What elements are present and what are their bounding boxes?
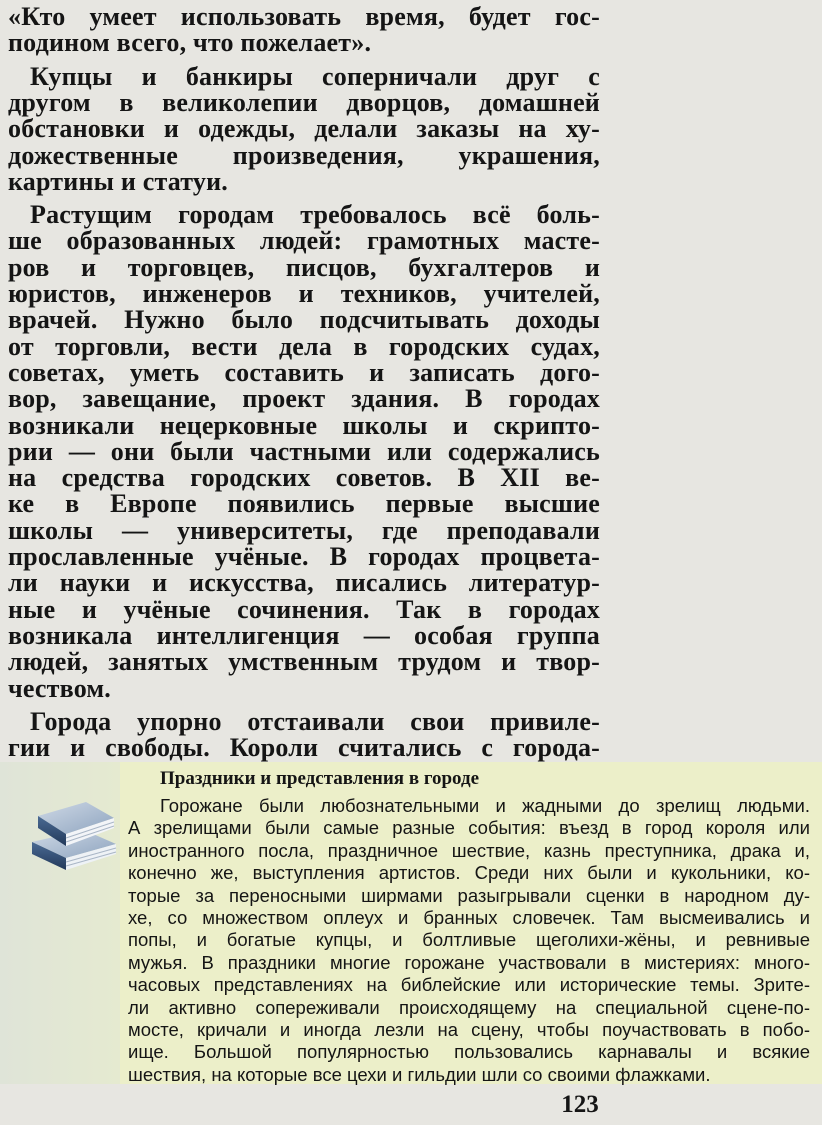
sidebar-line: мосте, кричали и иногда лезли на сцену, чтобы поучаствовать в побо- xyxy=(128,1019,810,1040)
sidebar-line: попы, и богатые купцы, и болтливые щеголихи-жёны, и ревнивые xyxy=(128,929,810,951)
sidebar-line: шествия, на которые все цехи и гильдии шли со своими флажками. xyxy=(128,1063,711,1085)
sidebar-line: конечно же, выступления артистов. Среди них были и кукольники, ко- xyxy=(128,862,810,884)
sidebar-line: хе, со множеством оплеух и бранных словечек. Там высмеивались и xyxy=(128,907,810,928)
text-line: советах, уметь составить и записать дого- xyxy=(8,357,600,387)
text-line: обстановки и одежды, делали заказы на ху- xyxy=(8,114,600,144)
text-line: другом в великолепии дворцов, домашней xyxy=(8,87,600,117)
text-line: Купцы и банкиры соперничали друг с xyxy=(30,61,600,91)
text-line: Растущим городам требовалось всё боль- xyxy=(30,200,600,230)
sidebar-title: Праздники и представления в городе xyxy=(160,768,480,789)
text-line: возникала интеллигенция — особая группа xyxy=(8,620,600,650)
books-icon xyxy=(26,792,122,874)
text-line: ше образованных людей: грамотных масте- xyxy=(8,226,600,256)
sidebar-line: ли активно сопереживали происходящему на специальной сцене-по- xyxy=(128,996,810,1018)
text-line: ров и торговцев, писцов, бухгалтеров и xyxy=(8,252,600,282)
sidebar-line: торые за переносными ширмами разыгрывали сценки в народном ду- xyxy=(128,884,810,906)
text-line: юристов, инженеров и техников, учителей, xyxy=(8,279,600,308)
text-line: людей, занятых умственным трудом и твор- xyxy=(8,647,600,677)
text-line: Города упорно отстаивали свои привиле- xyxy=(30,706,600,736)
text-line: картины и статуи. xyxy=(8,166,228,196)
text-line: рии — они были частными или содержались xyxy=(8,436,600,466)
text-line: ке в Европе появились первые высшие xyxy=(8,489,600,519)
sidebar-line: мужья. В праздники многие горожане участвовали в мистериях: много- xyxy=(128,951,810,973)
text-line: ные и учёные сочинения. Так в городах xyxy=(8,594,600,624)
sidebar-line: ище. Большой популярностью пользовались карнавалы и всякие xyxy=(128,1041,810,1063)
sidebar-line: иностранного посла, праздничное шествие, казнь преступника, драка и, xyxy=(128,839,810,861)
text-line: возникали нецерковные школы и скрипто- xyxy=(8,410,600,440)
sidebar-line: Горожане были любознательными и жадными до зрелищ людьми. xyxy=(160,795,810,816)
text-line: школы — университеты, где преподавали xyxy=(8,515,600,545)
page-number: 123 xyxy=(561,1091,599,1118)
sidebar-line: часовых представлениях на библейские или исторические темы. Зрите- xyxy=(128,974,810,996)
text-line: на средства городских советов. В XII ве- xyxy=(8,463,600,493)
text-line: гии и свободы. Короли считались с города- xyxy=(8,733,600,763)
sidebar-line: А зрелищами были самые разные события: въезд в город короля или xyxy=(128,817,810,839)
text-line: «Кто умеет использовать время, будет гос- xyxy=(8,2,600,31)
text-line: ли науки и искусства, писались литератур- xyxy=(8,568,600,598)
text-line: прославленные учёные. В городах процвета- xyxy=(8,542,600,571)
text-line: вор, завещание, проект здания. В городах xyxy=(8,384,600,414)
text-line: подином всего, что пожелает». xyxy=(8,28,372,58)
text-line: врачей. Нужно было подсчитывать доходы xyxy=(8,305,600,335)
text-line: чеством. xyxy=(8,673,112,703)
text-line: от торговли, вести дела в городских судах, xyxy=(8,331,600,361)
text-line: дожественные произведения, украшения, xyxy=(8,140,600,170)
